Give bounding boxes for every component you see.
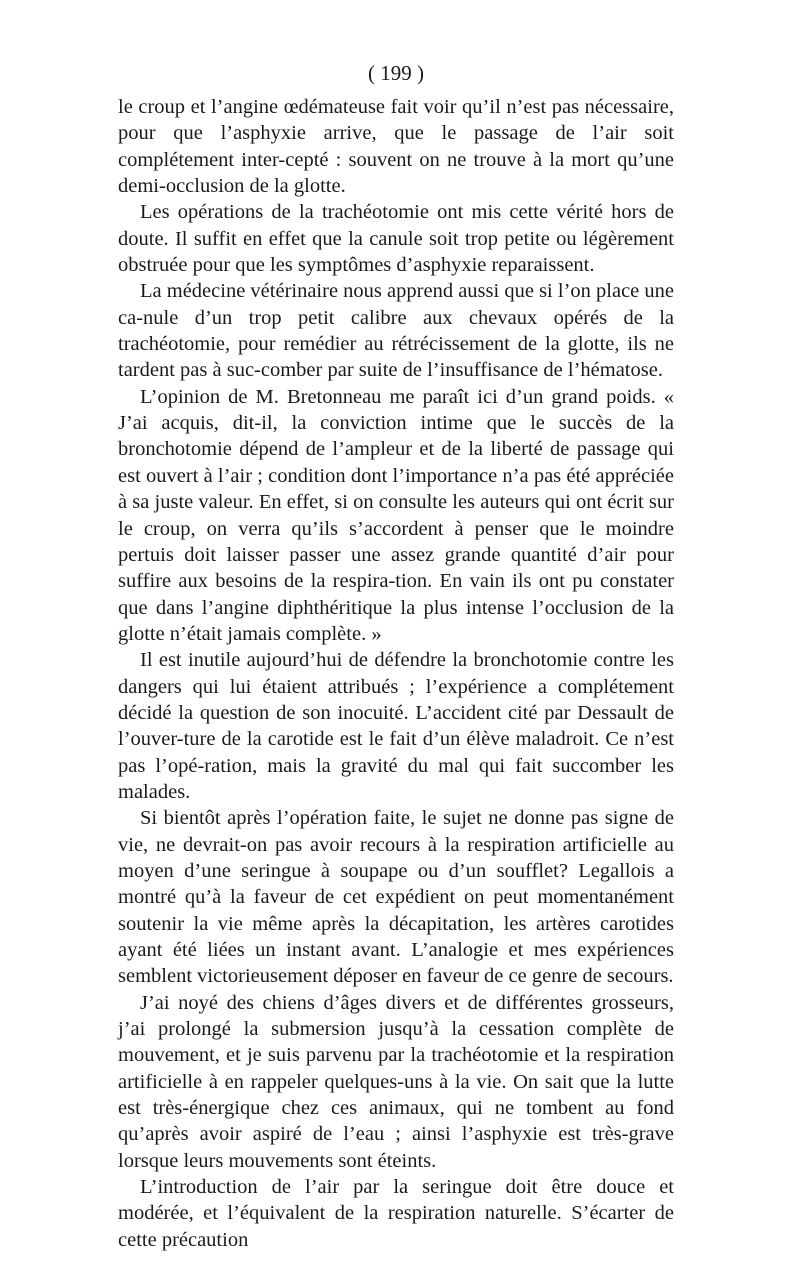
- paragraph-5: Il est inutile aujourd’hui de défendre la bronchotomie contre les dangers qui lui étaient attribués ; l’expérience a complétement décidé la question de son inocuité. L’accident cité par Dessault de l’ouver-ture de la carotide est le fait d’un élève maladroit. Ce n’est pas l’opé-ration, mais la gravité du mal qui fait succomber les malades.: [118, 649, 674, 803]
- paragraph-4: L’opinion de M. Bretonneau me paraît ici d’un grand poids. « J’ai acquis, dit-il, la conviction intime que le succès de la bronchotomie dépend de l’ampleur et de la liberté de passage qui est ouvert à l’air ; condition dont l’importance n’a pas été appréciée à sa juste valeur. En effet, si on consulte les auteurs qui ont écrit sur le croup, on verra qu’ils s’accordent à penser que le moindre pertuis doit laisser passer une assez grande quantité d’air pour suffire aux besoins de la respira-tion. En vain ils ont pu constater que dans l’angine diphthéritique la plus intense l’occlusion de la glotte n’était jamais complète. »: [118, 385, 674, 645]
- page-number: ( 199 ): [368, 61, 424, 85]
- paragraph-8: L’introduction de l’air par la seringue doit être douce et modérée, et l’équivalent de la respiration naturelle. S’écarter de cette précaution: [118, 1176, 674, 1251]
- paragraph-7: J’ai noyé des chiens d’âges divers et de différentes grosseurs, j’ai prolongé la submersion jusqu’à la cessation complète de mouvement, et je suis parvenu par la trachéotomie et la respiration artificielle à en rappeler quelques-uns à la vie. On sait que la lutte est très-énergique chez ces animaux, qui ne tombent au fond qu’après avoir aspiré de l’eau ; ainsi l’asphyxie est très-grave lorsque leurs mouvements sont éteints.: [118, 991, 674, 1172]
- book-page: [118, 60, 674, 1253]
- paragraph-3: La médecine vétérinaire nous apprend aussi que si l’on place une ca-nule d’un trop petit calibre aux chevaux opérés de la trachéotomie, pour remédier au rétrécissement de la glotte, ils ne tardent pas à suc-comber par suite de l’insuffisance de l’hématose.: [118, 280, 674, 382]
- paragraph-6: Si bientôt après l’opération faite, le sujet ne donne pas signe de vie, ne devrait-on pas avoir recours à la respiration artificielle au moyen d’une seringue à soupape ou d’un soufflet? Legallois a montré qu’à la faveur de cet expédient on peut momentanément soutenir la vie même après la décapitation, les artères carotides ayant été liées un instant avant. L’analogie et mes expériences semblent victorieusement déposer en faveur de ce genre de secours.: [118, 807, 674, 988]
- paragraph-2: Les opérations de la trachéotomie ont mis cette vérité hors de doute. Il suffit en effet que la canule soit trop petite ou légèrement obstruée pour que les symptômes d’asphyxie reparaissent.: [118, 201, 674, 277]
- paragraph-1: le croup et l’angine œdémateuse fait voir qu’il n’est pas nécessaire, pour que l’asphyxie arrive, que le passage de l’air soit complétement inter-cepté : souvent on ne trouve à la mort qu’une demi-occlusion de la glotte.: [118, 96, 674, 198]
